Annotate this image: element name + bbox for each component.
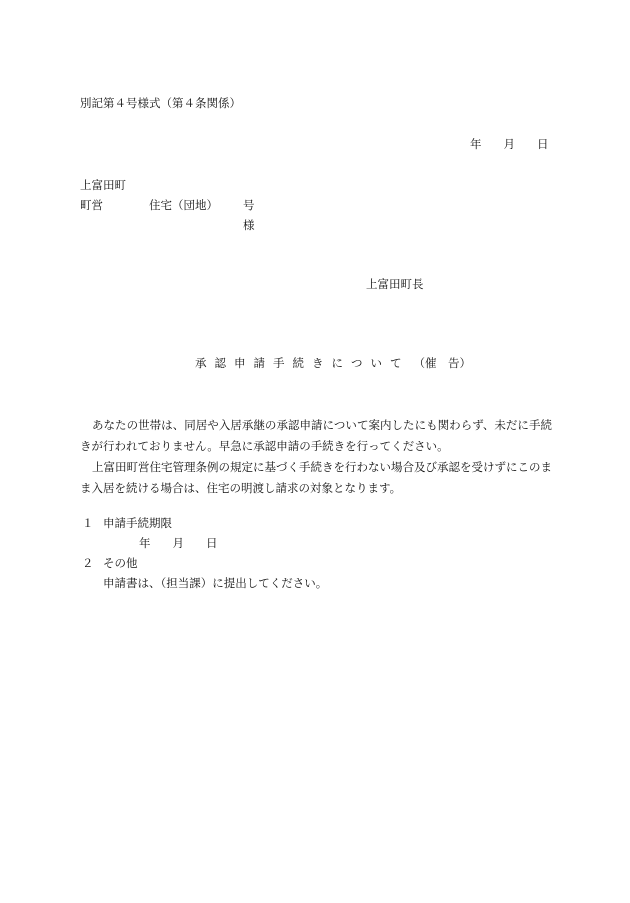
recipient-town: 上富田町: [80, 178, 126, 192]
recipient-housing-prefix: 町営: [80, 198, 103, 212]
item-2-heading: その他: [103, 556, 138, 570]
issue-date: [470, 139, 549, 151]
issue-date-month: 月: [503, 137, 515, 151]
title-char: に: [331, 356, 343, 370]
document-title: [195, 358, 471, 370]
item-1-heading: 申請手続期限: [103, 516, 172, 530]
item-1-number: １: [82, 516, 94, 530]
issue-date-year: 年: [470, 137, 482, 151]
deadline-year: 年: [139, 536, 151, 550]
title-char: 申: [234, 356, 246, 370]
item-2-text: 申請書は、（担当課）に提出してください。: [103, 576, 328, 590]
issue-date-day: 日: [537, 137, 549, 151]
recipient-housing-name: 住宅（団地）: [149, 198, 218, 212]
title-char: 手: [273, 356, 285, 370]
form-label: 別記第４号様式（第４条関係）: [80, 96, 241, 110]
title-char: て: [390, 356, 402, 370]
sender-name: 上富田町長: [366, 277, 424, 291]
item-2-number: ２: [82, 556, 94, 570]
recipient-number: 号: [243, 198, 255, 212]
title-char: つ: [351, 356, 363, 370]
title-char: 続: [292, 356, 304, 370]
item-1-deadline-date: [139, 538, 218, 550]
body-paragraph-1: あなたの世帯は、同居や入居承継の承認申請について案内したにも関わらず、未だに手続きが行われておりません。早急に承認申請の手続きを行ってください。: [80, 418, 552, 453]
title-char: 承: [195, 356, 207, 370]
title-char: 認: [214, 356, 226, 370]
deadline-month: 月: [172, 536, 184, 550]
deadline-day: 日: [206, 536, 218, 550]
title-char: 請: [253, 356, 265, 370]
title-suffix: （催 告）: [413, 356, 471, 370]
title-char: い: [370, 356, 382, 370]
title-char: き: [312, 356, 324, 370]
recipient-honorific: 様: [243, 218, 255, 232]
body-paragraph-2: 上富田町営住宅管理条例の規定に基づく手続きを行わない場合及び承認を受けずにこのまま入居を続ける場合は、住宅の明渡し請求の対象となります。: [80, 460, 552, 495]
